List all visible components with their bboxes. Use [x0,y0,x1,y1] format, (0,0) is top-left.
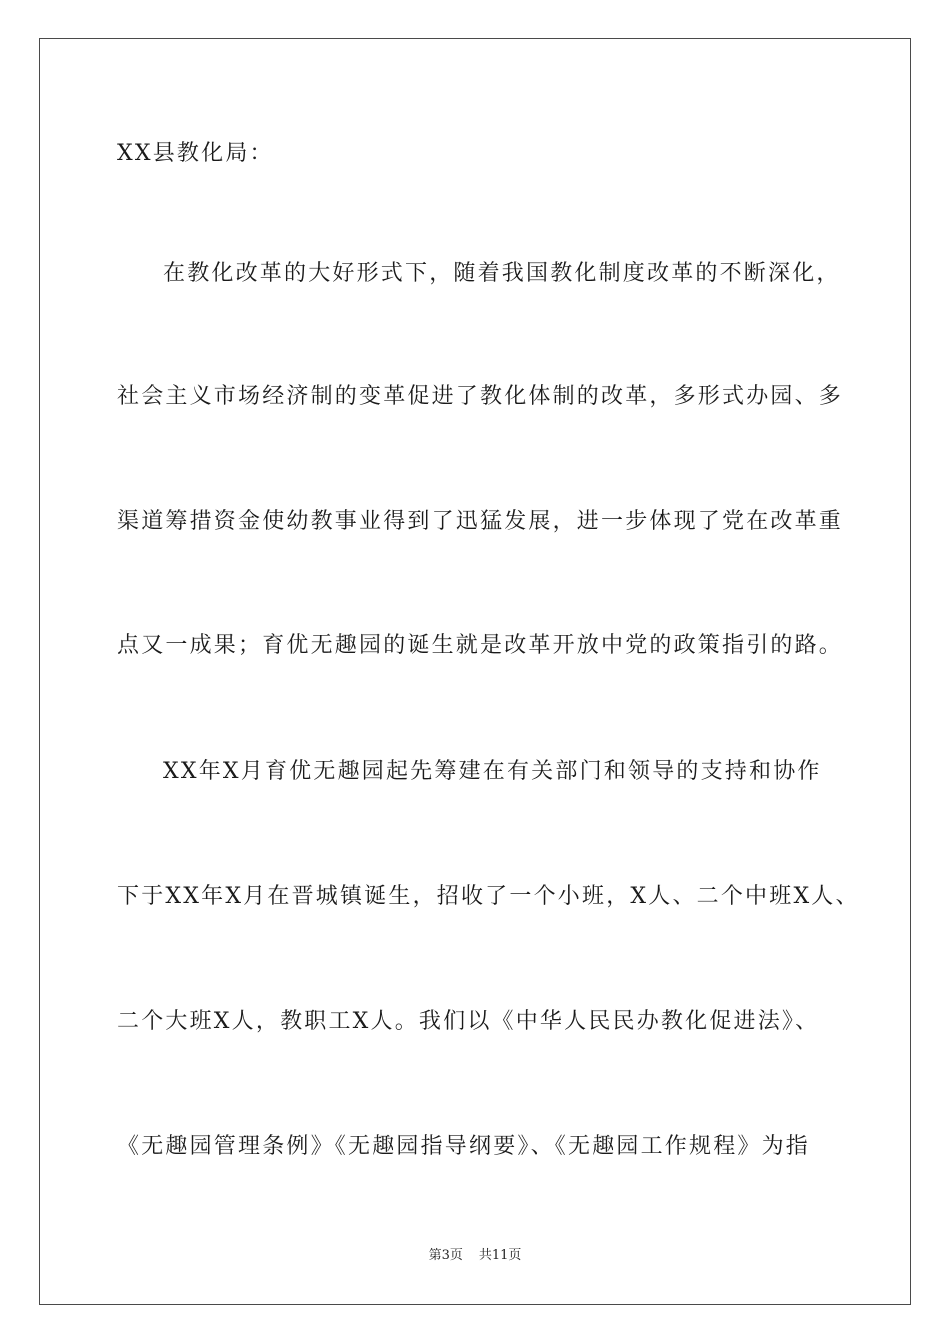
paragraph-line: 下于XX年X月在晋城镇诞生，招收了一个小班，X人、二个中班X人、 [117,884,860,909]
paragraph-line: 渠道筹措资金使幼教事业得到了迅猛发展，进一步体现了党在改革重 [117,509,844,534]
page-footer [0,1247,950,1265]
page-total: 共11页 [478,1248,522,1263]
salutation: XX县教化局： [117,141,274,166]
paragraph-line: 二个大班X人，教职工X人。我们以《中华人民民办教化促进法》、 [117,1009,820,1034]
paragraph-line: 在教化改革的大好形式下，随着我国教化制度改革的不断深化， [163,261,841,286]
paragraph-line: XX年X月育优无趣园起先筹建在有关部门和领导的支持和协作 [163,759,822,784]
page-number: 第3页 [428,1248,463,1263]
page-border [39,38,911,1305]
paragraph-line: 《无趣园管理条例》《无趣园指导纲要》、《无趣园工作规程》为指 [117,1134,811,1159]
paragraph-line: 点又一成果；育优无趣园的诞生就是改革开放中党的政策指引的路。 [117,633,844,658]
paragraph-line: 社会主义市场经济制的变革促进了教化体制的改革，多形式办园、多 [117,384,844,409]
